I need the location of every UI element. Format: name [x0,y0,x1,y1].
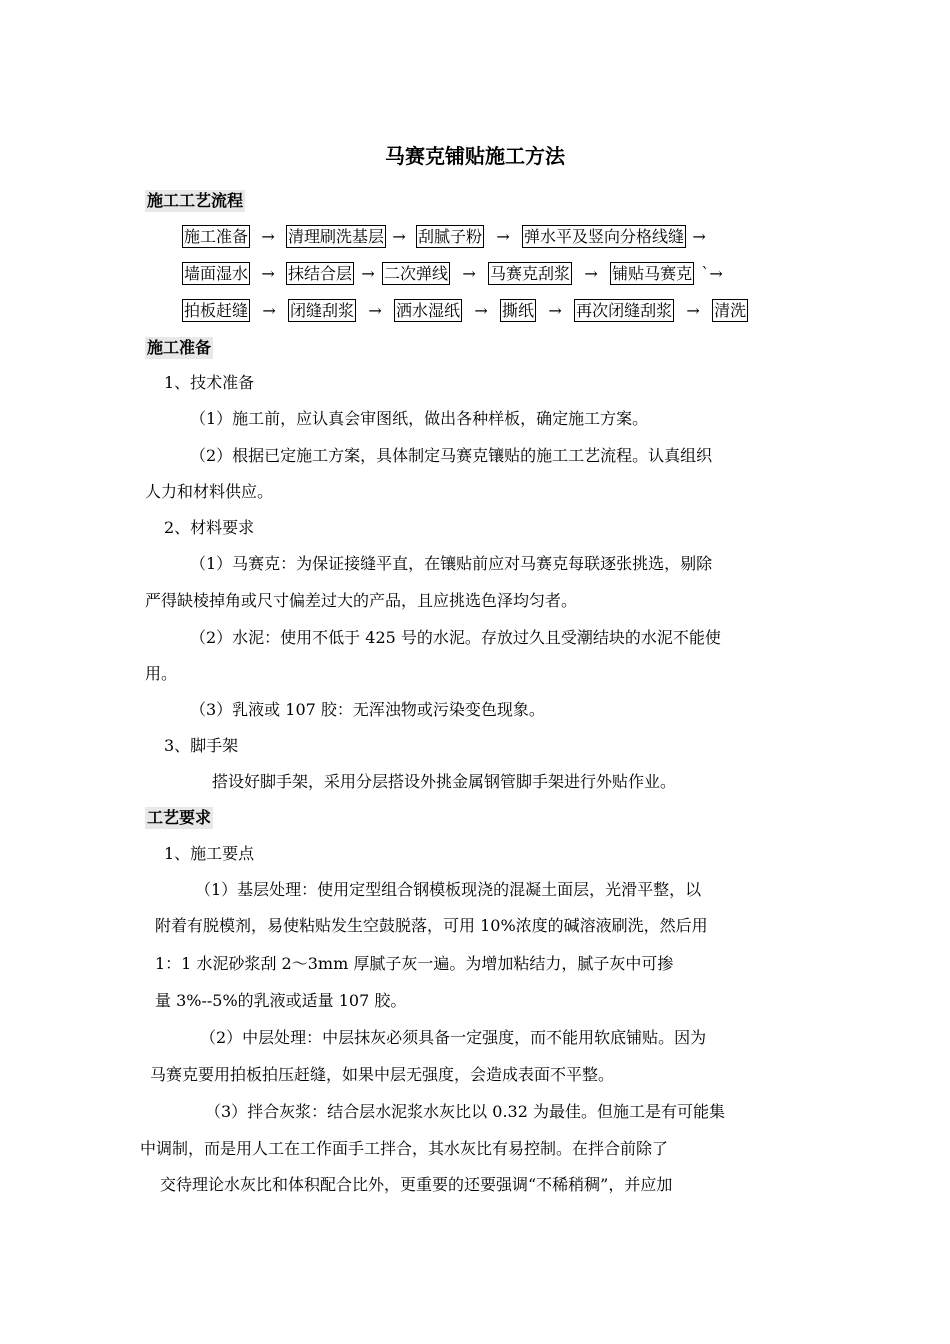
arrow-icon: → [368,300,382,320]
paragraph-line: 量 3%--5%的乳液或适量 107 胶。 [155,991,407,1010]
flow-step: 施工准备 [184,226,249,246]
arrow-icon: → [462,263,476,283]
flow-row-3 [182,298,748,322]
page-title: 马赛克铺贴施工方法 [385,144,565,168]
flow-step: 抹结合层 [288,263,353,283]
flow-step: 马赛克刮浆 [490,263,571,283]
paragraph-line: 马赛克要用拍板拍压赶缝，如果中层无强度，会造成表面不平整。 [150,1065,615,1084]
paragraph-line: 用。 [145,664,178,683]
paragraph-line: （2）水泥：使用不低于 425 号的水泥。存放过久且受潮结块的水泥不能使 [190,628,721,647]
flow-step: 拍板赶缝 [184,300,249,320]
subsection-title: 3、脚手架 [164,736,239,755]
flow-step: 再次闭缝刮浆 [576,300,673,320]
section-heading-preparation: 施工准备 [147,338,212,357]
flow-step: 洒水湿纸 [396,300,461,320]
paragraph-line: （1）马赛克：为保证接缝平直，在镶贴前应对马赛克每联逐张挑选，剔除 [190,554,713,573]
paragraph-line: 人力和材料供应。 [145,482,274,501]
paragraph-line: 中调制，而是用人工在工作面手工拌合，其水灰比有易控制。在拌合前除了 [140,1139,669,1158]
flow-row-1 [182,224,712,248]
paragraph-line: 严得缺棱掉角或尺寸偏差过大的产品，且应挑选色泽均匀者。 [145,591,578,610]
flow-step: 二次弹线 [384,263,449,283]
flow-step: 刮腻子粉 [418,226,483,246]
flow-step: 闭缝刮浆 [290,300,355,320]
paragraph-line: 1：1 水泥砂浆刮 2～3mm 厚腻子灰一遍。为增加粘结力，腻子灰中可掺 [155,954,674,973]
arrow-icon: → [692,226,706,246]
subsection-title: 1、施工要点 [164,844,255,863]
arrow-icon: → [548,300,562,320]
flow-step: 铺贴马赛克 [612,263,693,283]
arrow-icon: → [262,300,276,320]
arrow-icon: → [686,300,700,320]
paragraph-line: （2）中层处理：中层抹灰必须具备一定强度，而不能用软底铺贴。因为 [200,1028,707,1047]
paragraph-line: 搭设好脚手架，采用分层搭设外挑金属钢管脚手架进行外贴作业。 [212,772,677,791]
arrow-icon: → [584,263,598,283]
paragraph-line: （3）拌合灰浆：结合层水泥浆水灰比以 0.32 为最佳。但施工是有可能集 [205,1102,725,1121]
flow-step: 墙面湿水 [184,263,249,283]
flow-step: 清理刷洗基层 [288,226,385,246]
arrow-icon: → [474,300,488,320]
flow-step: 清洗 [714,300,747,320]
arrow-icon: → [261,263,275,283]
subsection-title: 2、材料要求 [164,518,255,537]
paragraph-line: （3）乳液或 107 胶：无浑浊物或污染变色现象。 [190,700,545,719]
arrow-icon: `→ [701,263,723,283]
paragraph-line: （1）施工前，应认真会审图纸，做出各种样板，确定施工方案。 [190,409,649,428]
section-heading-process: 施工工艺流程 [147,191,244,210]
arrow-icon: → [261,226,275,246]
flow-row-2 [182,261,730,285]
paragraph-line: （2）根据已定施工方案，具体制定马赛克镶贴的施工工艺流程。认真组织 [190,446,713,465]
arrow-icon: → [361,263,375,283]
arrow-icon: → [496,226,510,246]
arrow-icon: → [392,226,406,246]
paragraph-line: 附着有脱模剂，易使粘贴发生空鼓脱落，可用 10%浓度的碱溶液刷洗，然后用 [155,916,708,935]
paragraph-line: （1）基层处理：使用定型组合钢模板现浇的混凝土面层，光滑平整，以 [195,880,702,899]
section-heading-requirements: 工艺要求 [147,808,212,827]
flow-step: 撕纸 [502,300,535,320]
paragraph-line: 交待理论水灰比和体积配合比外，更重要的还要强调“不稀稍稠”，并应加 [160,1175,673,1194]
flow-step: 弹水平及竖向分格线缝 [524,226,685,246]
subsection-title: 1、技术准备 [164,373,255,392]
